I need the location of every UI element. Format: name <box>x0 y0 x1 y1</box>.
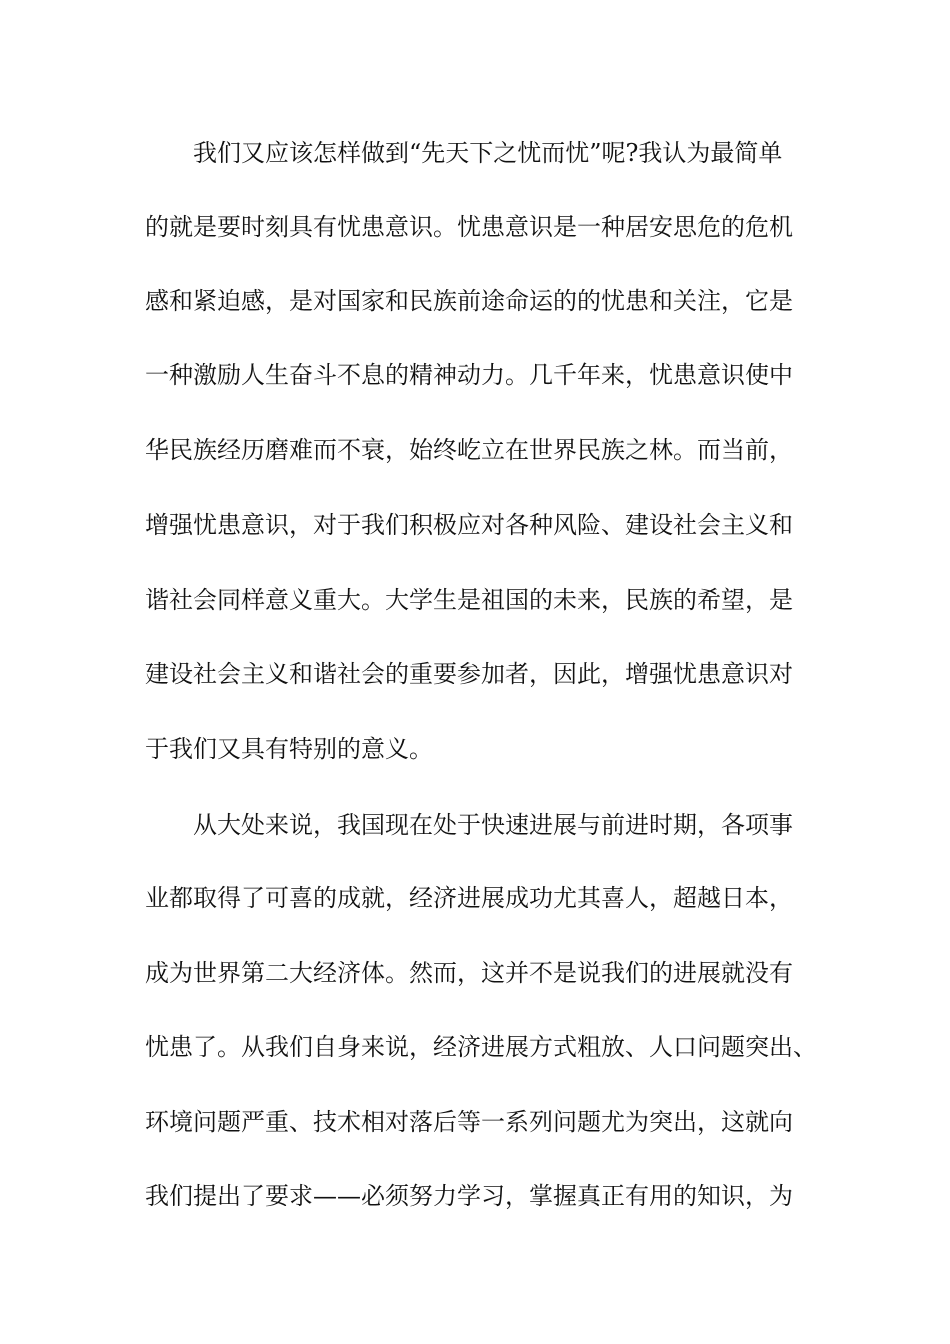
text-line: 增强忧患意识，对于我们积极应对各种风险、建设社会主义和 <box>145 511 793 539</box>
text-line: 环境问题严重、技术相对落后等一系列问题尤为突出，这就向 <box>145 1108 793 1136</box>
text-line: 业都取得了可喜的成就，经济进展成功尤其喜人，超越日本， <box>145 884 793 912</box>
text-line: 一种激励人生奋斗不息的精神动力。几千年来，忧患意识使中 <box>145 361 793 389</box>
text-line: 我们提出了要求——必须努力学习，掌握真正有用的知识，为 <box>145 1182 793 1210</box>
text-line: 我们又应该怎样做到“先天下之忧而忧”呢?我认为最简单 <box>193 139 783 167</box>
text-line: 华民族经历磨难而不衰，始终屹立在世界民族之林。而当前， <box>145 436 793 464</box>
text-line: 从大处来说，我国现在处于快速进展与前进时期，各项事 <box>193 811 793 839</box>
text-line: 谐社会同样意义重大。大学生是祖国的未来，民族的希望，是 <box>145 586 793 614</box>
text-line: 感和紧迫感，是对国家和民族前途命运的的忧患和关注，它是 <box>145 287 793 315</box>
text-line: 于我们又具有特别的意义。 <box>145 735 433 763</box>
text-line: 建设社会主义和谐社会的重要参加者，因此，增强忧患意识对 <box>145 660 793 688</box>
text-line: 成为世界第二大经济体。然而，这并不是说我们的进展就没有 <box>145 959 793 987</box>
text-line: 的就是要时刻具有忧患意识。忧患意识是一种居安思危的危机 <box>145 213 793 241</box>
text-line: 忧患了。从我们自身来说，经济进展方式粗放、人口问题突出、 <box>145 1033 817 1061</box>
